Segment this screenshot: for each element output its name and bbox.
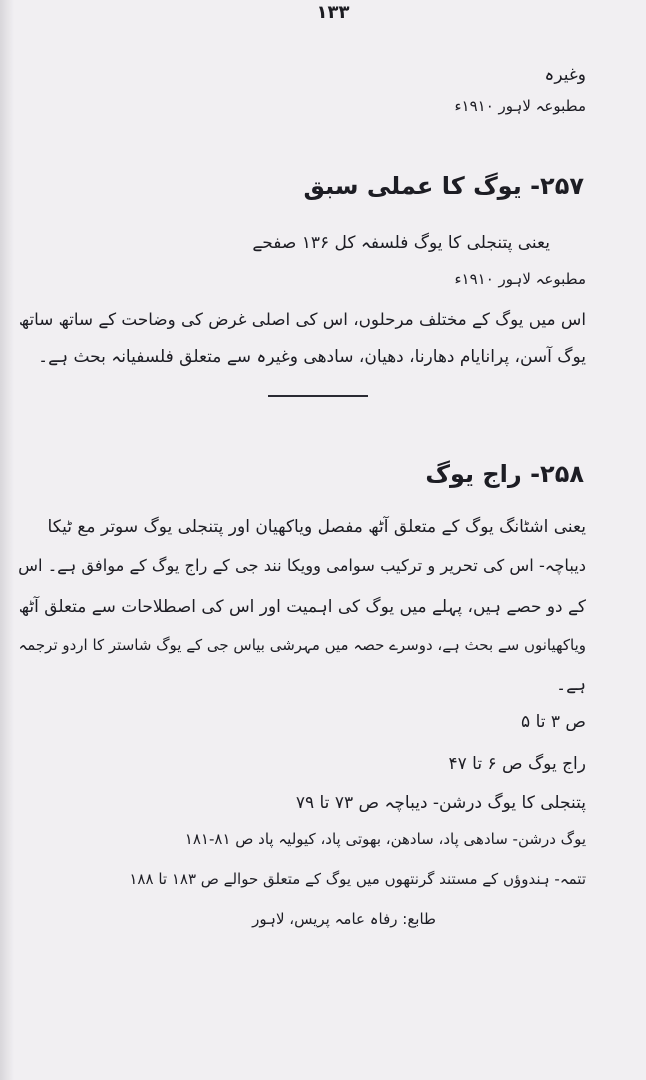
- contents-item-3: پتنجلی کا یوگ درشن- دیباچہ ص ۷۳ تا ۷۹: [295, 793, 586, 813]
- contents-item-5: تتمہ- ہندوؤں کے مستند گرنتھوں میں یوگ کے متعلق حوالے ص ۱۸۳ تا ۱۸۸: [129, 870, 586, 888]
- entry-258-paragraph-line-4: ویاکھیانوں سے بحث ہے، دوسرے حصہ میں مہرشی بیاس جی کے یوگ شاستر کا اردو ترجمہ: [18, 636, 586, 654]
- entry-257-description-line-1: اس میں یوگ کے مختلف مرحلوں، اس کی اصلی غرض کی وضاحت کے ساتھ ساتھ: [18, 309, 586, 329]
- page-edge-shadow: [0, 0, 14, 1080]
- entry-258-paragraph-line-1: یعنی اشٹانگ یوگ کے متعلق آٹھ مفصل ویاکھیان اور پتنجلی یوگ سوتر مع ٹیکا: [47, 517, 586, 537]
- entry-257-heading: ۲۵۷- یوگ کا عملی سبق: [303, 172, 584, 200]
- printer-line: طابع: رفاہ عامہ پریس، لاہور: [252, 910, 436, 928]
- entry-258-heading: ۲۵۸- راج یوگ: [425, 460, 584, 488]
- section-divider: [268, 395, 368, 397]
- page-number: ۱۳۳: [316, 2, 350, 23]
- entry-257-subtitle: یعنی پتنجلی کا یوگ فلسفہ کل ۱۳۶ صفحے: [252, 233, 550, 253]
- entry-258-paragraph-line-2: دیباچہ- اس کی تحریر و ترکیب سوامی وویکا نند جی کے راج یوگ کے موافق ہے۔ اس: [18, 556, 586, 575]
- contents-item-1: ص ۳ تا ۵: [521, 712, 586, 732]
- contents-item-2: راج یوگ ص ۶ تا ۴۷: [448, 754, 586, 774]
- entry-258-paragraph-line-5: ہے۔: [556, 675, 586, 695]
- intro-line-1: وغیرہ: [544, 65, 586, 85]
- intro-line-2: مطبوعہ لاہور ۱۹۱۰ء: [454, 97, 586, 115]
- contents-item-4: یوگ درشن- سادھی پاد، سادھن، بھوتی پاد، کیولیہ پاد ص ۸۱-۱۸۱: [184, 830, 586, 848]
- entry-258-paragraph-line-3: کے دو حصے ہیں، پہلے میں یوگ کی اہمیت اور اس کی اصطلاحات سے متعلق آٹھ: [18, 596, 586, 616]
- entry-257-publication: مطبوعہ لاہور ۱۹۱۰ء: [454, 270, 586, 288]
- entry-257-description-line-2: یوگ آسن، پرانایام دھارنا، دھیان، سادھی وغیرہ سے متعلق فلسفیانہ بحث ہے۔: [38, 347, 586, 367]
